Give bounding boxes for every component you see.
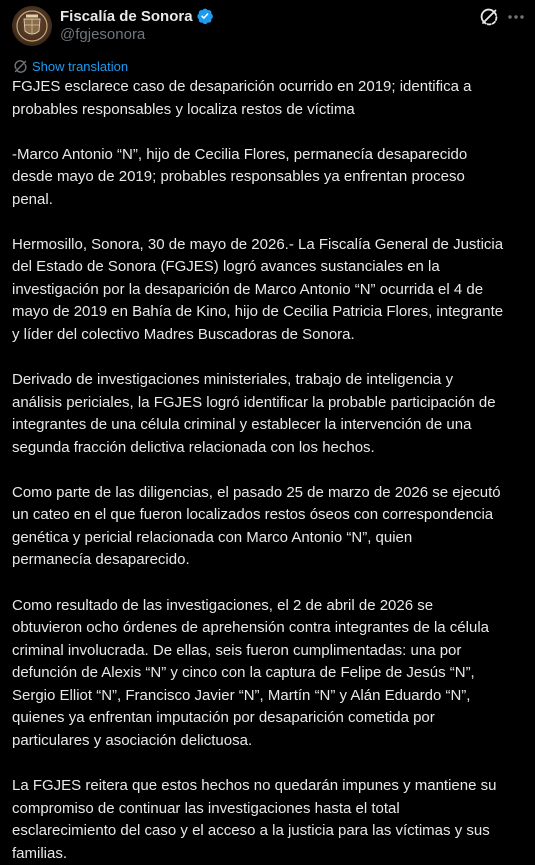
paragraph-gap: [12, 211, 528, 234]
tweet-text-line: quienes ya enfrentan imputación por desaparición cometida por: [12, 709, 435, 727]
translate-row[interactable]: [14, 58, 128, 74]
tweet-text-line: criminal involucrada. De ellas, seis fueron cumplimentadas: una por: [12, 641, 462, 659]
tweet-text-line: probables responsables y localiza restos de víctima: [12, 100, 355, 118]
tweet-text-line: Hermosillo, Sonora, 30 de mayo de 2026.- La Fiscalía General de Justicia: [12, 235, 504, 253]
tweet-text-line: del Estado de Sonora (FGJES) logró avances sustanciales en la: [12, 258, 440, 276]
tweet-text-line: análisis periciales, la FGJES logró identificar la probable participación de: [12, 393, 496, 411]
tweet-text-line: segunda fracción delictiva relacionada con los hechos.: [12, 438, 375, 456]
tweet-text-line: familias.: [12, 844, 68, 862]
tweet-text-line: un cateo en el que fueron localizados restos óseos con correspondencia: [12, 506, 494, 524]
tweet-text-line: penal.: [12, 190, 53, 208]
translate-icon: [14, 60, 27, 73]
tweet-text-line: -Marco Antonio “N”, hijo de Cecilia Flores, permanecía desaparecido: [12, 145, 468, 163]
avatar[interactable]: [12, 6, 52, 46]
state-seal-logo: [12, 6, 52, 46]
verified-badge-icon[interactable]: [196, 7, 214, 25]
paragraph-gap: [12, 752, 528, 775]
tweet-text-line: compromiso de continuar las investigaciones hasta el total: [12, 799, 400, 817]
tweet-text-line: y líder del colectivo Madres Buscadoras de Sonora.: [12, 326, 355, 344]
tweet-text-line: desde mayo de 2019; probables responsables ya enfrentan proceso: [12, 168, 465, 186]
tweet-header: [0, 0, 535, 52]
display-name[interactable]: Fiscalía de Sonora: [60, 7, 193, 25]
grok-icon[interactable]: [479, 7, 499, 27]
show-translation-link[interactable]: Show translation: [32, 58, 129, 74]
tweet-text-line: permanecía desaparecido.: [12, 551, 190, 569]
tweet-text-line: esclarecimiento del caso y el acceso a la justicia para las víctimas y sus: [12, 822, 490, 840]
tweet-text-line: integrantes de una célula criminal y establecer la intervención de una: [12, 416, 472, 434]
tweet-text-line: La FGJES reitera que estos hechos no quedarán impunes y mantiene su: [12, 776, 497, 794]
tweet-text-line: Derivado de investigaciones ministeriales, trabajo de inteligencia y: [12, 371, 454, 389]
paragraph-gap: [12, 347, 528, 370]
paragraph-gap: [12, 459, 528, 482]
paragraph-gap: [12, 121, 528, 144]
tweet-text: [12, 76, 528, 865]
tweet-text-line: defunción de Alexis “N” y cinco con la captura de Felipe de Jesús “N”,: [12, 664, 475, 682]
tweet-text-line: obtuvieron ocho órdenes de aprehensión contra integrantes de la célula: [12, 619, 489, 637]
more-options-icon[interactable]: [505, 6, 527, 28]
tweet-text-line: Sergio Elliot “N”, Francisco Javier “N”, Martín “N” y Alán Eduardo “N”,: [12, 686, 471, 704]
tweet-text-line: particulares y asociación delictuosa.: [12, 731, 253, 749]
tweet-text-line: mayo de 2019 en Bahía de Kino, hijo de Cecilia Patricia Flores, integrante: [12, 303, 504, 321]
paragraph-gap: [12, 572, 528, 595]
tweet-text-line: FGJES esclarece caso de desaparición ocurrido en 2019; identifica a: [12, 78, 472, 95]
tweet-text-line: Como resultado de las investigaciones, el 2 de abril de 2026 se: [12, 596, 434, 614]
author-handle[interactable]: @fgjesonora: [60, 26, 146, 43]
name-line: [60, 6, 214, 26]
tweet-text-line: Como parte de las diligencias, el pasado 25 de marzo de 2026 se ejecutó: [12, 483, 501, 501]
tweet-text-line: genética y pericial relacionada con Marco Antonio “N”, quien: [12, 528, 413, 546]
tweet-text-line: investigación por la desaparición de Marco Antonio “N” ocurrida el 4 de: [12, 280, 484, 298]
